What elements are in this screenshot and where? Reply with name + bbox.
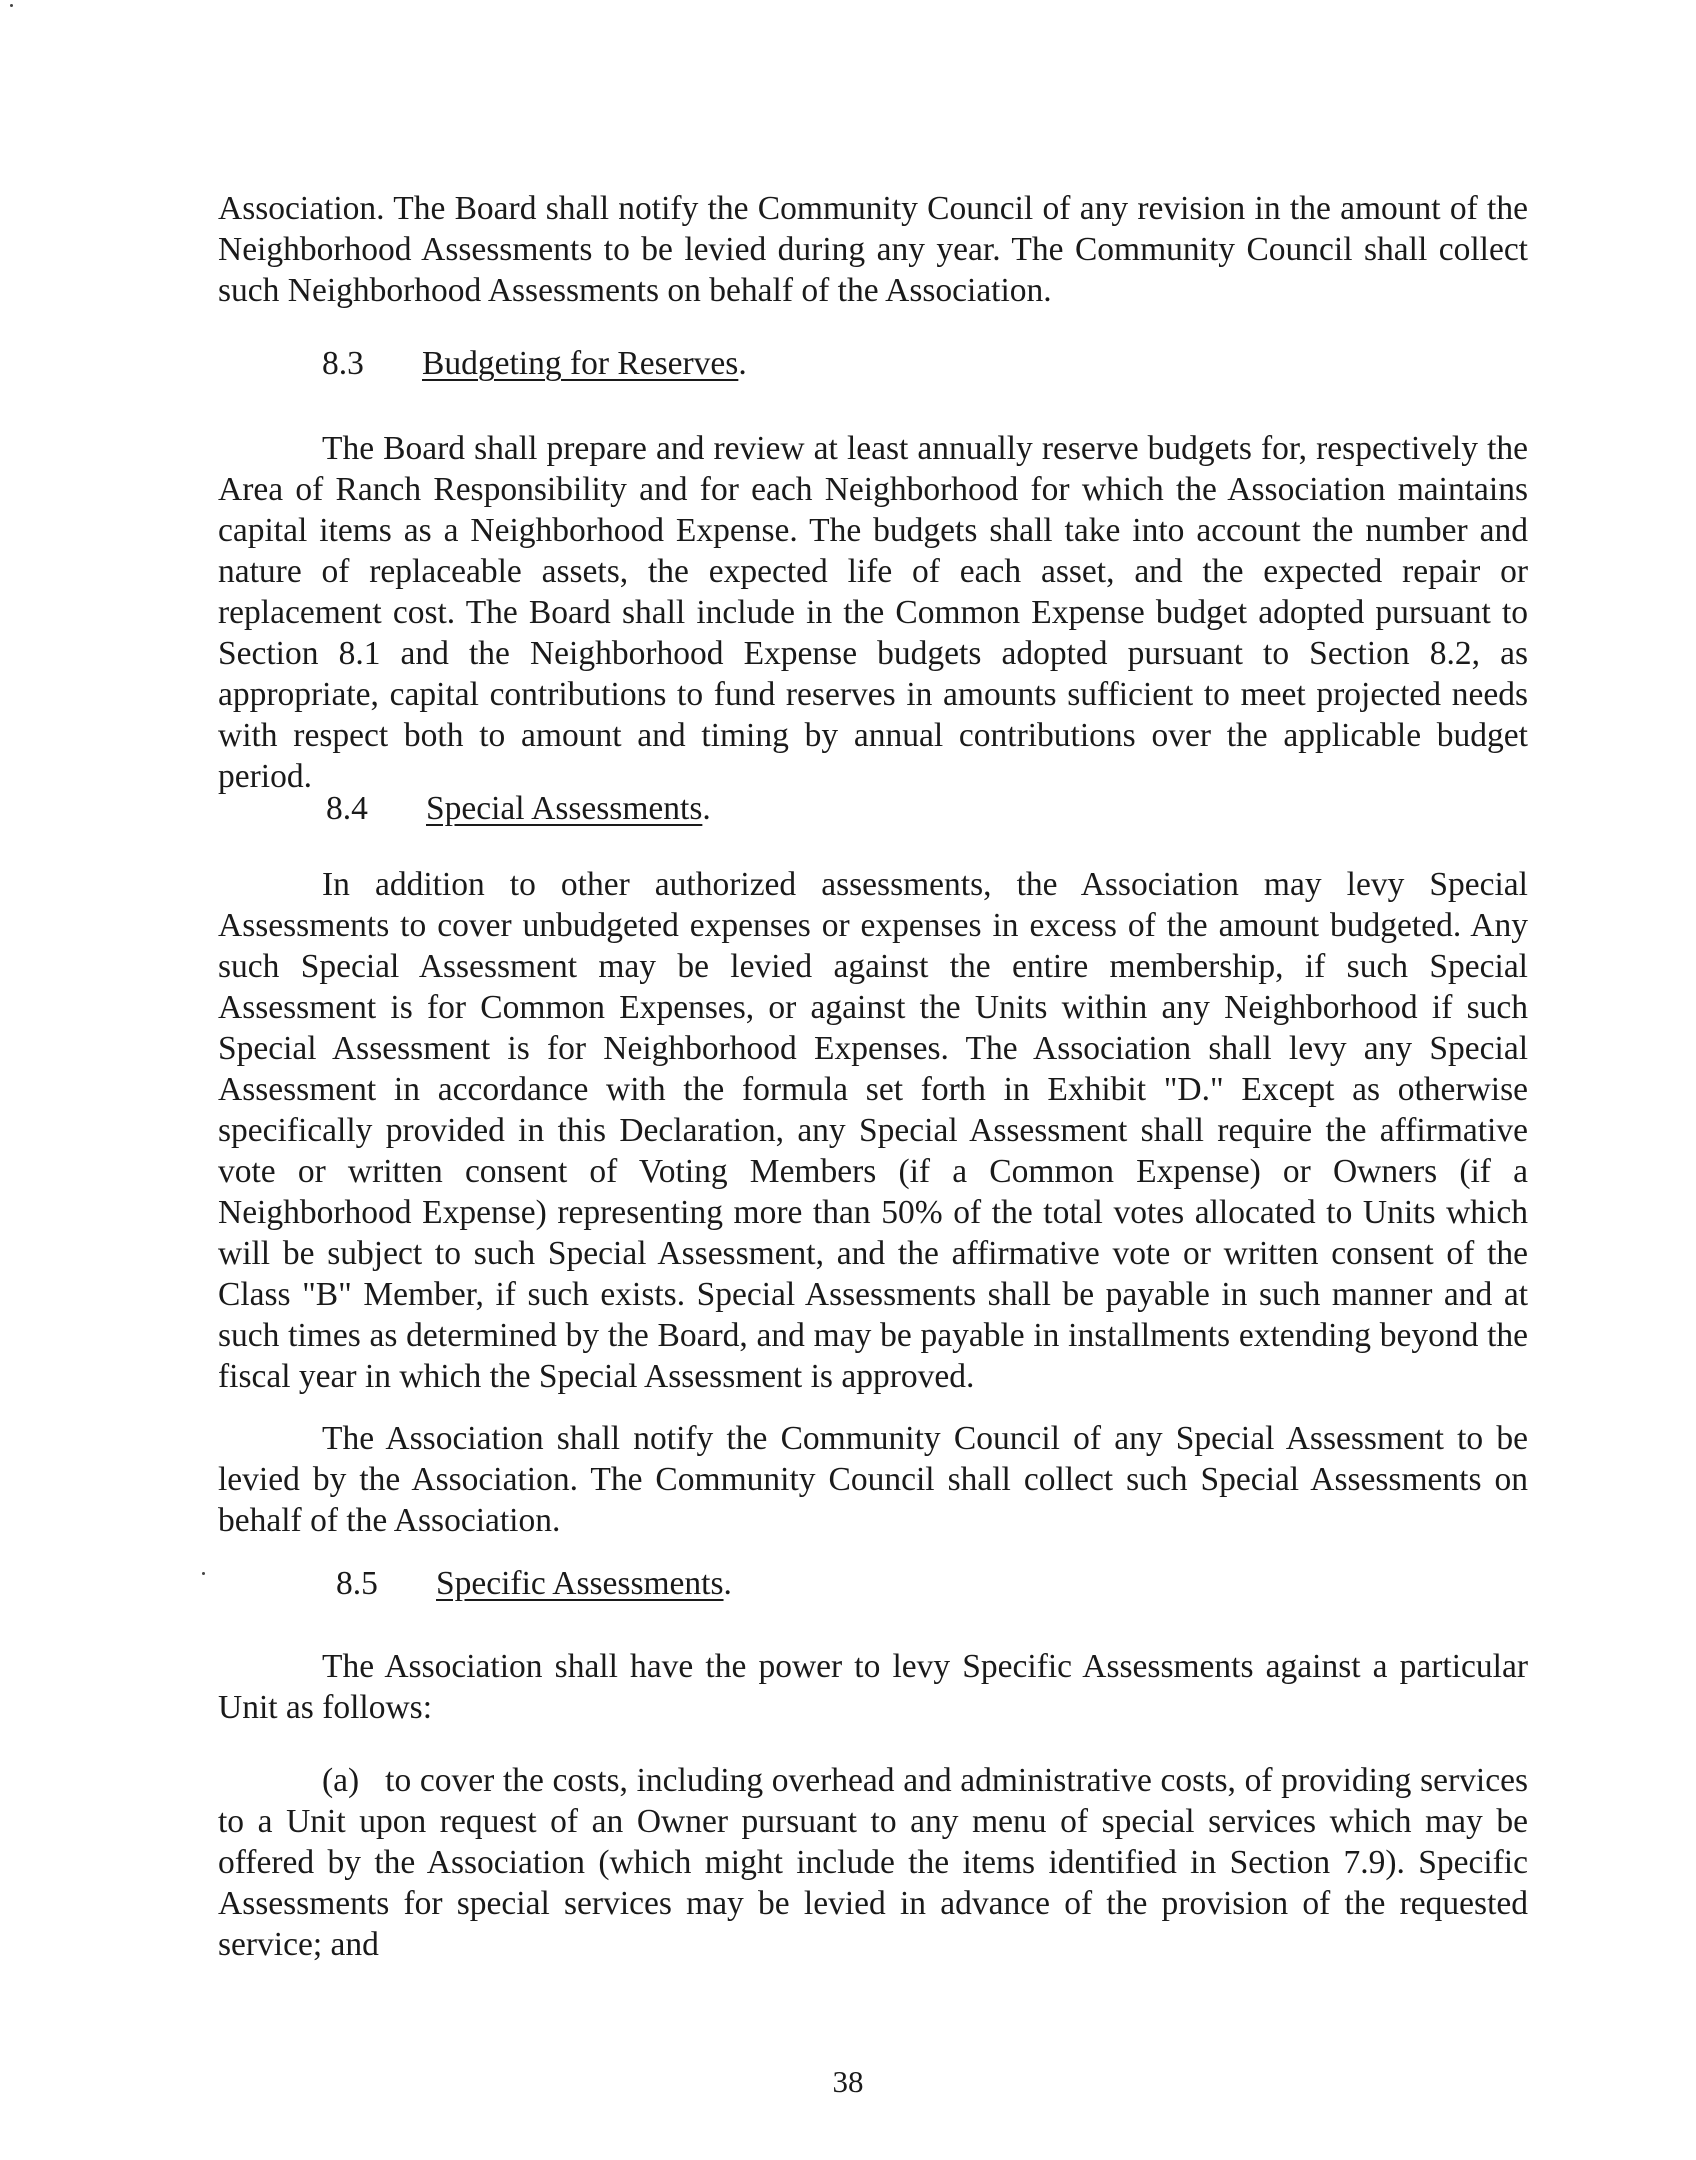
section-number: 8.4: [326, 790, 368, 827]
section-title: Special Assessments: [426, 790, 703, 827]
title-period: .: [738, 345, 747, 382]
paragraph-8-5: The Association shall have the power to levy Specific Assessments against a particular Unit as follows:: [218, 1648, 1528, 1726]
section-number: 8.3: [322, 345, 364, 382]
heading-8-3: [322, 343, 747, 384]
title-period: .: [723, 1565, 732, 1602]
section-number: 8.5: [336, 1565, 378, 1602]
scan-speck: [202, 1572, 205, 1575]
scan-speck: [10, 4, 13, 7]
title-period: .: [702, 790, 711, 827]
paragraph-8-5-a: (a) to cover the costs, including overhead and administrative costs, of providing services to a Unit upon request of an Owner pursuant to any menu of special services which may be offered by the Association (which might include the items identified in Section 7.9). Specific Assessments for special services may be levied in advance of the provision of the requested service; and: [218, 1762, 1528, 1963]
paragraph-8-4-a: In addition to other authorized assessments, the Association may levy Special Assessments to cover unbudgeted expenses or expenses in excess of the amount budgeted. Any such Special Assessment may be levied against the entire membership, if such Special Assessment is for Common Expenses, or against the Units within any Neighborhood if such Special Assessment is for Neighborhood Expenses. The Association shall levy any Special Assessment in accordance with the formula set forth in Exhibit "D." Except as otherwise specifically provided in this Declaration, any Special Assessment shall require the affirmative vote or written consent of Voting Members (if a Common Expense) or Owners (if a Neighborhood Expense) representing more than 50% of the total votes allocated to Units which will be subject to such Special Assessment, and the affirmative vote or written consent of the Class "B" Member, if such exists. Special Assessments shall be payable in such manner and at such times as determined by the Board, and may be payable in installments extending beyond the fiscal year in which the Special Assessment is approved.: [218, 866, 1528, 1395]
paragraph-8-3: The Board shall prepare and review at least annually reserve budgets for, respectively the Area of Ranch Responsibility and for each Neighborhood for which the Association maintains capital items as a Neighborhood Expense. The budgets shall take into account the number and nature of replaceable assets, the expected life of each asset, and the expected repair or replacement cost. The Board shall include in the Common Expense budget adopted pursuant to Section 8.1 and the Neighborhood Expense budgets adopted pursuant to Section 8.2, as appropriate, capital contributions to fund reserves in amounts sufficient to meet projected needs with respect both to amount and timing by annual contributions over the applicable budget period.: [218, 430, 1528, 795]
page-number: 38: [832, 2064, 864, 2099]
heading-8-4: [326, 788, 711, 829]
section-title: Specific Assessments: [436, 1565, 724, 1602]
heading-8-5: [336, 1563, 732, 1604]
section-title: Budgeting for Reserves: [422, 345, 739, 382]
paragraph-intro: Association. The Board shall notify the Community Council of any revision in the amount of the Neighborhood Assessments to be levied during any year. The Community Council shall collect such Neighborhood Assessments on behalf of the Association.: [218, 190, 1528, 309]
paragraph-8-4-b: The Association shall notify the Community Council of any Special Assessment to be levied by the Association. The Community Council shall collect such Special Assessments on behalf of the Association.: [218, 1420, 1528, 1539]
